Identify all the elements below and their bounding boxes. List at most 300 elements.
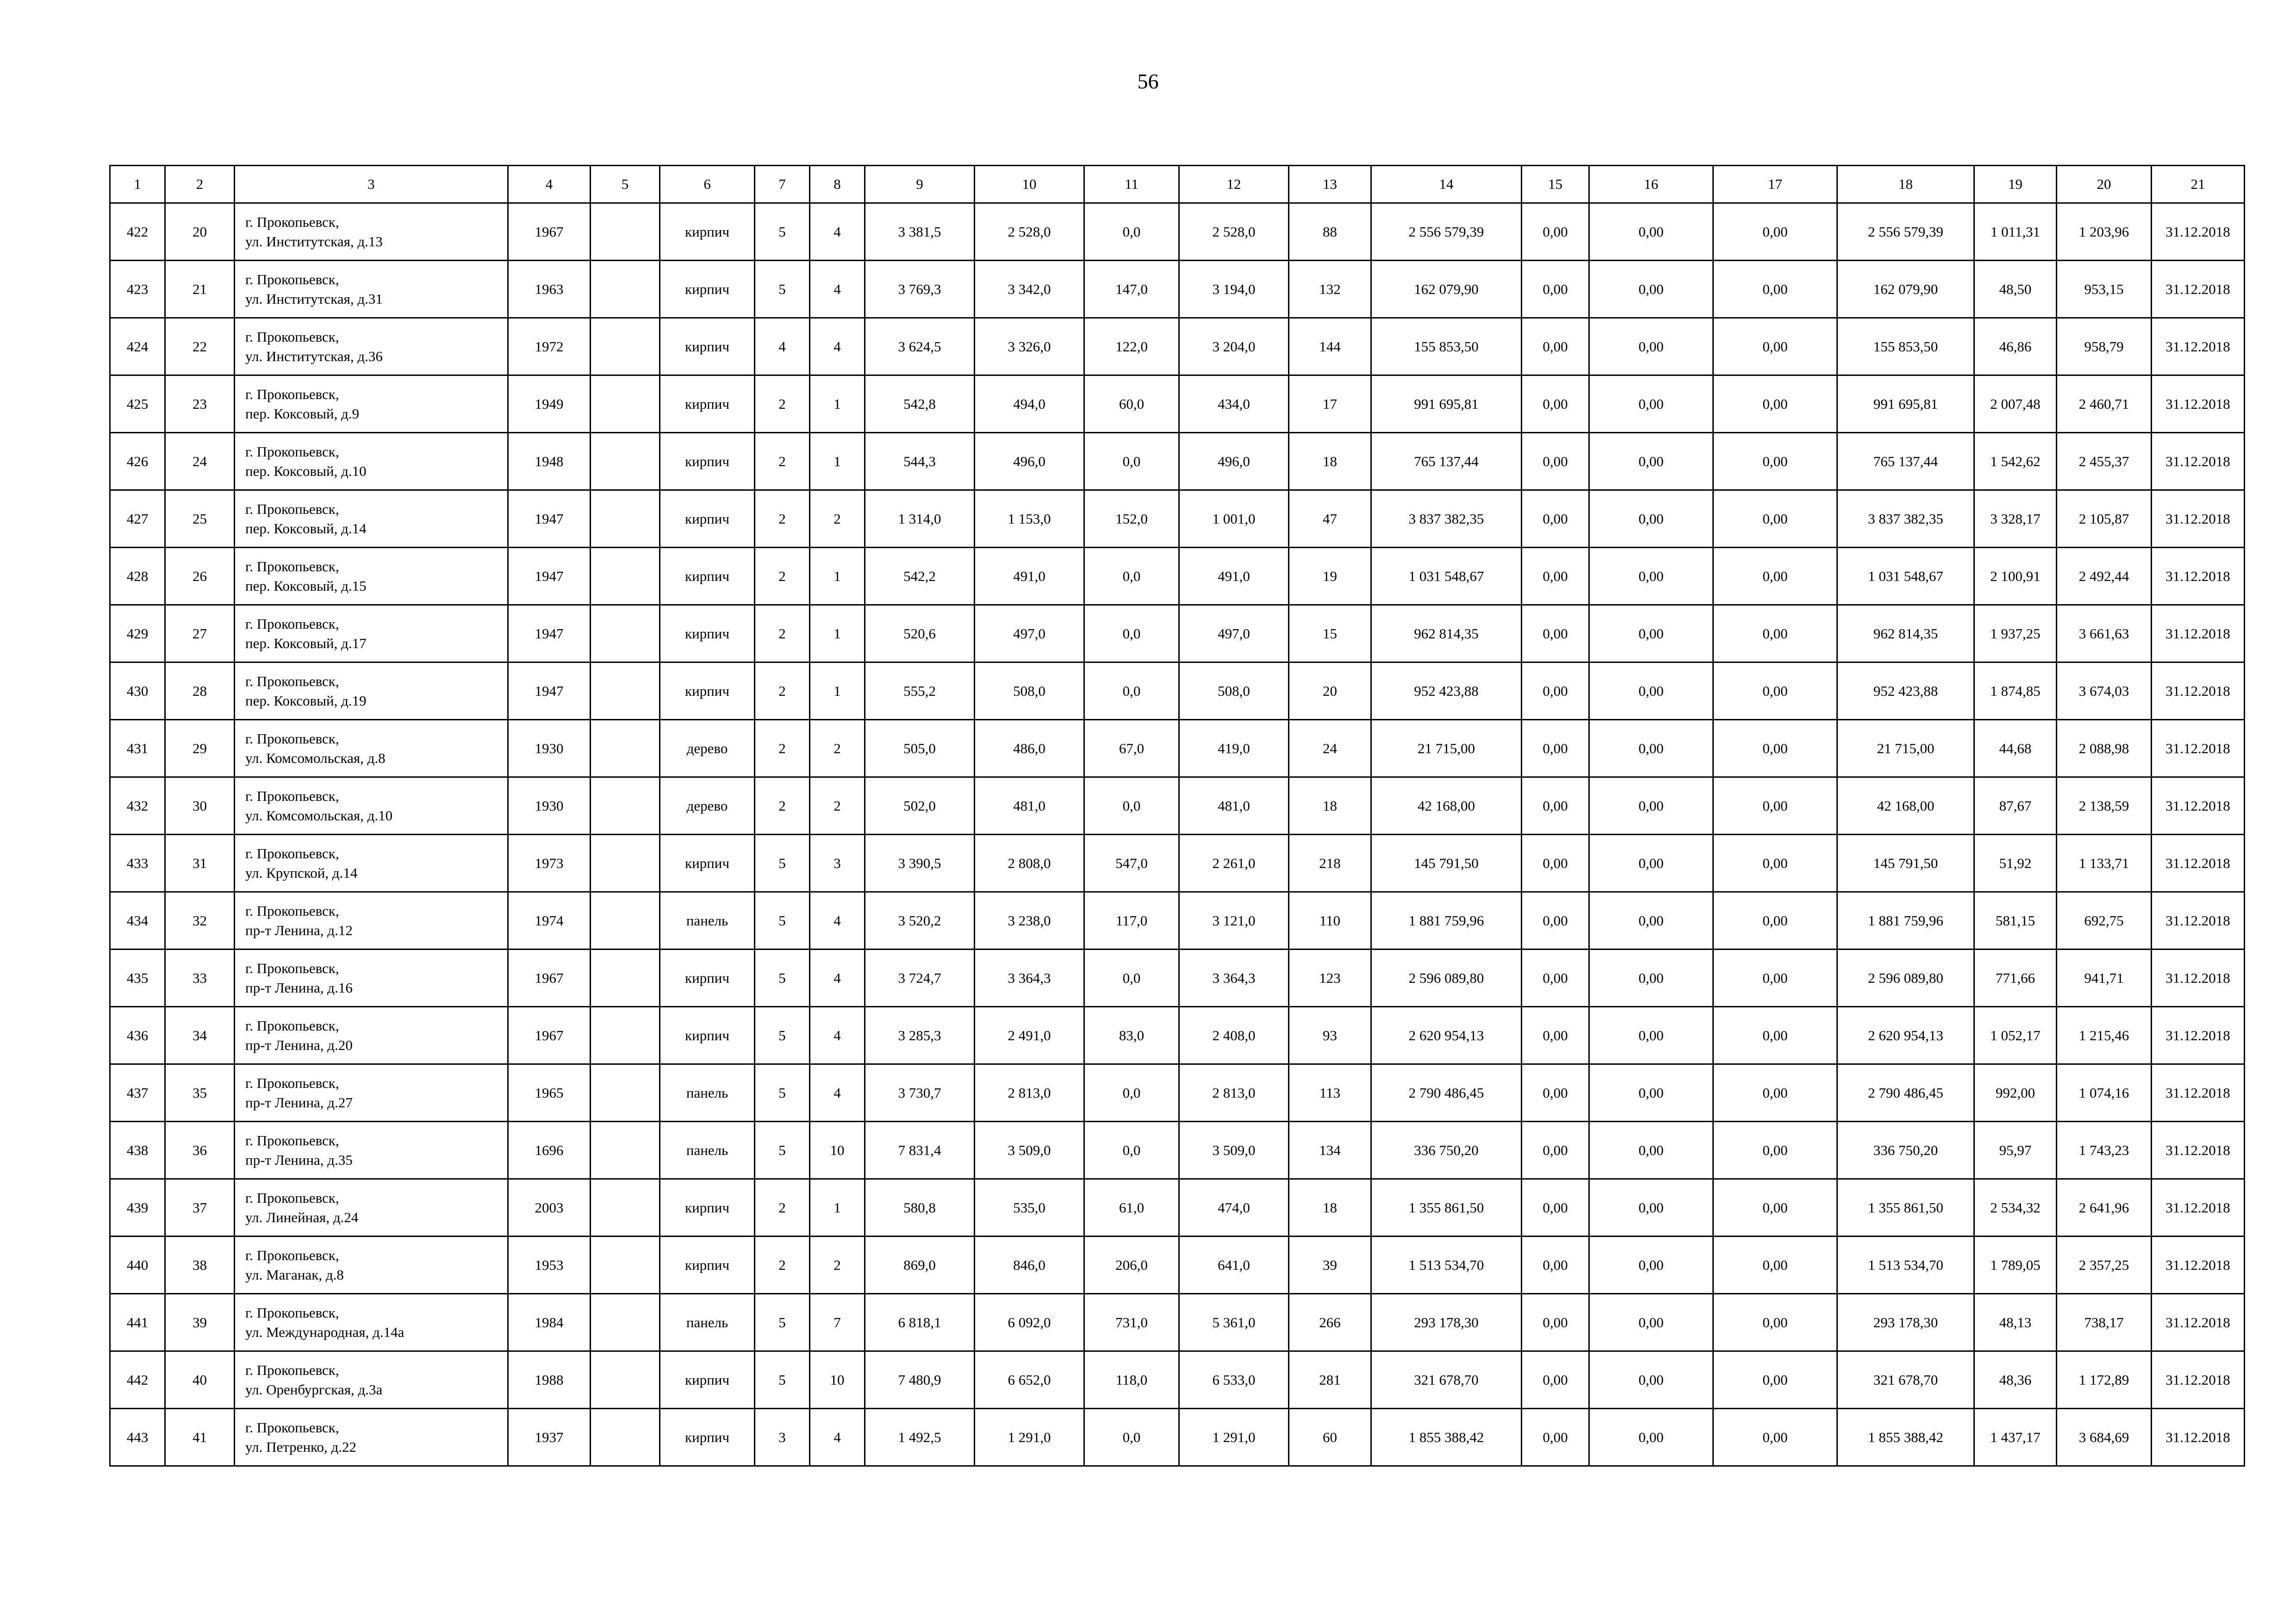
table-cell: 0,00: [1713, 1237, 1837, 1294]
table-cell: 581,15: [1974, 892, 2057, 949]
table-cell: кирпич: [660, 318, 755, 375]
table-row: [110, 949, 2245, 1007]
table-cell: 6 652,0: [975, 1351, 1084, 1409]
table-cell: 2 138,59: [2057, 777, 2152, 835]
table-cell: 2 261,0: [1179, 835, 1289, 892]
table-cell: 3 328,17: [1974, 490, 2057, 548]
table-row: [110, 662, 2245, 720]
address-city: г. Прокопьевск,: [245, 902, 339, 919]
column-header: 12: [1179, 166, 1289, 203]
table-cell: 60,0: [1084, 375, 1179, 433]
table-cell: 2 007,48: [1974, 375, 2057, 433]
table-cell: 0,00: [1522, 203, 1589, 261]
table-cell: 93: [1289, 1007, 1371, 1064]
table-cell: 3 390,5: [865, 835, 975, 892]
table-cell-item-number: 40: [165, 1351, 235, 1409]
table-cell: 2 620 954,13: [1837, 1007, 1974, 1064]
table-cell: 481,0: [975, 777, 1084, 835]
table-cell: 765 137,44: [1371, 433, 1522, 490]
table-cell-item-number: 39: [165, 1294, 235, 1351]
table-cell: 508,0: [1179, 662, 1289, 720]
table-row: [110, 720, 2245, 777]
table-cell-address: [235, 949, 508, 1007]
table-cell: 0,00: [1522, 835, 1589, 892]
table-cell: 0,00: [1589, 1294, 1713, 1351]
table-cell: 1 355 861,50: [1837, 1179, 1974, 1237]
table-cell: 0,00: [1589, 490, 1713, 548]
table-cell: 1930: [508, 720, 591, 777]
table-cell: 2: [810, 720, 865, 777]
table-cell: 17: [1289, 375, 1371, 433]
table-cell: 2: [755, 548, 810, 605]
table-cell-row-number: 432: [110, 777, 165, 835]
table-cell: 2003: [508, 1179, 591, 1237]
table-cell: 419,0: [1179, 720, 1289, 777]
table-cell: 218: [1289, 835, 1371, 892]
table-cell: 0,00: [1522, 261, 1589, 318]
table-cell: 1949: [508, 375, 591, 433]
table-cell: 0,0: [1084, 433, 1179, 490]
table-cell: 2 790 486,45: [1837, 1064, 1974, 1122]
table-cell: [591, 433, 660, 490]
column-header: 2: [165, 166, 235, 203]
table-cell: 31.12.2018: [2152, 261, 2245, 318]
table-cell: 2 100,91: [1974, 548, 2057, 605]
table-cell: 1: [810, 1179, 865, 1237]
table-cell-item-number: 24: [165, 433, 235, 490]
table-cell: 1 011,31: [1974, 203, 2057, 261]
table-cell: 958,79: [2057, 318, 2152, 375]
table-cell: 3 509,0: [975, 1122, 1084, 1179]
table-cell: 2: [810, 777, 865, 835]
table-cell: 6 092,0: [975, 1294, 1084, 1351]
table-cell-row-number: 427: [110, 490, 165, 548]
table-cell: 1965: [508, 1064, 591, 1122]
table-cell: панель: [660, 1064, 755, 1122]
table-cell: 1973: [508, 835, 591, 892]
table-cell-item-number: 23: [165, 375, 235, 433]
address-street: пер. Коксовый, д.17: [245, 635, 367, 651]
table-cell: 5: [755, 1122, 810, 1179]
table-cell: [591, 1409, 660, 1466]
table-cell: дерево: [660, 777, 755, 835]
address-street: пер. Коксовый, д.9: [245, 405, 360, 422]
table-cell: 3 837 382,35: [1371, 490, 1522, 548]
table-cell: 3 121,0: [1179, 892, 1289, 949]
table-cell: кирпич: [660, 1409, 755, 1466]
table-row: [110, 261, 2245, 318]
table-cell-item-number: 26: [165, 548, 235, 605]
table-cell: 941,71: [2057, 949, 2152, 1007]
table-cell: 110: [1289, 892, 1371, 949]
table-cell: 19: [1289, 548, 1371, 605]
table-cell: 0,00: [1713, 1122, 1837, 1179]
column-header: 3: [235, 166, 508, 203]
address-street: пр-т Ленина, д.35: [245, 1151, 353, 1168]
table-cell: [591, 662, 660, 720]
table-cell: 1 031 548,67: [1371, 548, 1522, 605]
table-cell: 0,00: [1713, 720, 1837, 777]
table-cell: 132: [1289, 261, 1371, 318]
table-cell: кирпич: [660, 949, 755, 1007]
table-cell: 31.12.2018: [2152, 1294, 2245, 1351]
table-cell: 0,0: [1084, 777, 1179, 835]
table-cell: 0,00: [1522, 1122, 1589, 1179]
table-cell-item-number: 30: [165, 777, 235, 835]
table-cell-row-number: 426: [110, 433, 165, 490]
table-cell: 1 881 759,96: [1371, 892, 1522, 949]
table-cell-address: [235, 1409, 508, 1466]
table-cell: 535,0: [975, 1179, 1084, 1237]
table-cell: 3 204,0: [1179, 318, 1289, 375]
table-cell: панель: [660, 1122, 755, 1179]
table-cell: 3 238,0: [975, 892, 1084, 949]
table-cell: 1 172,89: [2057, 1351, 2152, 1409]
table-cell: 953,15: [2057, 261, 2152, 318]
table-cell: 2: [755, 375, 810, 433]
table-cell: 5: [755, 1351, 810, 1409]
table-cell: 2: [755, 605, 810, 662]
table-cell-row-number: 435: [110, 949, 165, 1007]
table-cell: 0,00: [1713, 375, 1837, 433]
address-city: г. Прокопьевск,: [245, 787, 339, 804]
column-header: 13: [1289, 166, 1371, 203]
table-cell: 731,0: [1084, 1294, 1179, 1351]
table-cell-address: [235, 375, 508, 433]
table-cell: 846,0: [975, 1237, 1084, 1294]
address-city: г. Прокопьевск,: [245, 443, 339, 460]
table-cell: 952 423,88: [1837, 662, 1974, 720]
table-cell: 10: [810, 1351, 865, 1409]
table-cell: 0,00: [1713, 1351, 1837, 1409]
column-header: 8: [810, 166, 865, 203]
table-cell-item-number: 36: [165, 1122, 235, 1179]
column-header: 15: [1522, 166, 1589, 203]
table-cell: кирпич: [660, 548, 755, 605]
table-cell: 3 837 382,35: [1837, 490, 1974, 548]
table-cell: 1 291,0: [1179, 1409, 1289, 1466]
table-cell: 1947: [508, 548, 591, 605]
table-cell: 0,0: [1084, 203, 1179, 261]
table-cell: 2: [755, 662, 810, 720]
table-cell: 0,00: [1713, 318, 1837, 375]
address-street: пер. Коксовый, д.10: [245, 462, 367, 479]
table-cell: 1 215,46: [2057, 1007, 2152, 1064]
table-cell-address: [235, 490, 508, 548]
table-cell: 0,00: [1589, 777, 1713, 835]
address-street: ул. Комсомольская, д.8: [245, 750, 386, 766]
table-cell-item-number: 21: [165, 261, 235, 318]
table-cell: 266: [1289, 1294, 1371, 1351]
table-cell: 0,00: [1713, 433, 1837, 490]
table-cell: 206,0: [1084, 1237, 1179, 1294]
table-cell-row-number: 436: [110, 1007, 165, 1064]
table-cell: 4: [810, 203, 865, 261]
table-cell-row-number: 442: [110, 1351, 165, 1409]
table-cell: 496,0: [1179, 433, 1289, 490]
table-cell: 1: [810, 375, 865, 433]
table-cell-row-number: 431: [110, 720, 165, 777]
table-cell-row-number: 423: [110, 261, 165, 318]
table-cell: 1967: [508, 1007, 591, 1064]
table-cell: 0,00: [1713, 949, 1837, 1007]
table-cell: 641,0: [1179, 1237, 1289, 1294]
address-street: пер. Коксовый, д.14: [245, 520, 367, 537]
address-street: ул. Институтская, д.13: [245, 233, 383, 250]
table-cell: 0,00: [1589, 892, 1713, 949]
table-cell-item-number: 37: [165, 1179, 235, 1237]
table-cell: 0,00: [1713, 835, 1837, 892]
column-header: 14: [1371, 166, 1522, 203]
table-cell: 0,00: [1522, 1007, 1589, 1064]
table-cell: 2: [810, 490, 865, 548]
table-cell: [591, 318, 660, 375]
table-cell-address: [235, 1237, 508, 1294]
address-city: г. Прокопьевск,: [245, 386, 339, 402]
table-cell: [591, 1237, 660, 1294]
table-cell: 5: [755, 1064, 810, 1122]
table-cell: 0,00: [1522, 1409, 1589, 1466]
table-cell-row-number: 443: [110, 1409, 165, 1466]
table-cell-row-number: 437: [110, 1064, 165, 1122]
table-cell: 31.12.2018: [2152, 1237, 2245, 1294]
address-street: пр-т Ленина, д.20: [245, 1037, 353, 1053]
address-street: ул. Петренко, д.22: [245, 1438, 357, 1455]
table-cell: 0,0: [1084, 1064, 1179, 1122]
table-cell: 3 285,3: [865, 1007, 975, 1064]
table-cell: 4: [810, 261, 865, 318]
table-cell: 0,00: [1713, 203, 1837, 261]
table-cell: 83,0: [1084, 1007, 1179, 1064]
table-cell: дерево: [660, 720, 755, 777]
table-cell: 0,00: [1522, 662, 1589, 720]
table-cell-item-number: 33: [165, 949, 235, 1007]
table-cell: 5: [755, 835, 810, 892]
table-cell: 2 491,0: [975, 1007, 1084, 1064]
table-cell: 505,0: [865, 720, 975, 777]
table-cell: 0,00: [1589, 1237, 1713, 1294]
table-cell: 10: [810, 1122, 865, 1179]
table-cell: 508,0: [975, 662, 1084, 720]
table-cell-address: [235, 720, 508, 777]
table-cell: 155 853,50: [1837, 318, 1974, 375]
table-cell: 321 678,70: [1371, 1351, 1522, 1409]
address-city: г. Прокопьевск,: [245, 558, 339, 575]
table-cell-address: [235, 1294, 508, 1351]
table-cell: 0,00: [1713, 1179, 1837, 1237]
table-cell: 7 831,4: [865, 1122, 975, 1179]
table-cell: [591, 605, 660, 662]
table-cell-address: [235, 1179, 508, 1237]
table-cell: 0,00: [1522, 720, 1589, 777]
table-cell: 1: [810, 662, 865, 720]
table-cell-row-number: 430: [110, 662, 165, 720]
table-cell: 48,13: [1974, 1294, 2057, 1351]
address-street: пер. Коксовый, д.15: [245, 577, 367, 594]
table-cell: 520,6: [865, 605, 975, 662]
table-cell-address: [235, 1007, 508, 1064]
table-cell: 1930: [508, 777, 591, 835]
table-cell: 2 455,37: [2057, 433, 2152, 490]
table-cell: 491,0: [1179, 548, 1289, 605]
table-row: [110, 375, 2245, 433]
table-cell: 31.12.2018: [2152, 949, 2245, 1007]
table-cell: 31.12.2018: [2152, 1409, 2245, 1466]
table-cell: 1967: [508, 949, 591, 1007]
table-cell: 0,00: [1589, 1409, 1713, 1466]
table-cell: 1974: [508, 892, 591, 949]
address-street: ул. Крупской, д.14: [245, 864, 358, 881]
table-cell: 496,0: [975, 433, 1084, 490]
table-cell: 44,68: [1974, 720, 2057, 777]
table-cell: 1 074,16: [2057, 1064, 2152, 1122]
table-cell-row-number: 425: [110, 375, 165, 433]
table-cell: 2 596 089,80: [1837, 949, 1974, 1007]
table-cell: [591, 1007, 660, 1064]
table-cell: 3 661,63: [2057, 605, 2152, 662]
table-cell: 0,00: [1589, 261, 1713, 318]
table-cell: 1947: [508, 662, 591, 720]
table-row: [110, 605, 2245, 662]
address-city: г. Прокопьевск,: [245, 1132, 339, 1149]
table-cell-row-number: 422: [110, 203, 165, 261]
table-cell: [591, 375, 660, 433]
address-city: г. Прокопьевск,: [245, 328, 339, 345]
table-cell: 7 480,9: [865, 1351, 975, 1409]
address-street: пер. Коксовый, д.19: [245, 692, 367, 709]
table-cell-item-number: 22: [165, 318, 235, 375]
table-cell: 434,0: [1179, 375, 1289, 433]
table-cell: кирпич: [660, 1007, 755, 1064]
table-cell: 1 052,17: [1974, 1007, 2057, 1064]
table-cell: 18: [1289, 777, 1371, 835]
table-cell: 991 695,81: [1837, 375, 1974, 433]
table-cell: [591, 1179, 660, 1237]
table-cell: 61,0: [1084, 1179, 1179, 1237]
table-cell: 1: [810, 433, 865, 490]
table-cell: 3 724,7: [865, 949, 975, 1007]
address-city: г. Прокопьевск,: [245, 500, 339, 517]
table-cell: 2 813,0: [975, 1064, 1084, 1122]
table-cell: 2 528,0: [1179, 203, 1289, 261]
table-cell: 0,00: [1713, 1294, 1837, 1351]
column-header: 16: [1589, 166, 1713, 203]
table-cell: [591, 720, 660, 777]
address-street: ул. Маганак, д.8: [245, 1266, 344, 1283]
column-header: 11: [1084, 166, 1179, 203]
table-cell: 3 364,3: [1179, 949, 1289, 1007]
table-cell: 1984: [508, 1294, 591, 1351]
table-cell: 1 314,0: [865, 490, 975, 548]
table-cell: 0,00: [1522, 1179, 1589, 1237]
table-cell: 31.12.2018: [2152, 892, 2245, 949]
address-street: ул. Оренбургская, д.3а: [245, 1381, 383, 1398]
table-cell: 31.12.2018: [2152, 835, 2245, 892]
table-cell: 1972: [508, 318, 591, 375]
table-cell: 3 520,2: [865, 892, 975, 949]
table-cell: 2: [755, 433, 810, 490]
table-row: [110, 203, 2245, 261]
table-cell: 2 790 486,45: [1371, 1064, 1522, 1122]
table-cell: кирпич: [660, 1179, 755, 1237]
table-cell: 486,0: [975, 720, 1084, 777]
table-cell: [591, 892, 660, 949]
table-cell: 0,00: [1589, 720, 1713, 777]
table-cell: 0,00: [1589, 318, 1713, 375]
table-cell: 0,00: [1713, 605, 1837, 662]
table-cell: 87,67: [1974, 777, 2057, 835]
table-cell: 952 423,88: [1371, 662, 1522, 720]
table-cell: 144: [1289, 318, 1371, 375]
table-cell: 491,0: [975, 548, 1084, 605]
table-cell: 962 814,35: [1371, 605, 1522, 662]
table-cell: 1948: [508, 433, 591, 490]
column-header: 20: [2057, 166, 2152, 203]
table-cell: 0,00: [1589, 203, 1713, 261]
table-cell-row-number: 441: [110, 1294, 165, 1351]
table-cell: 31.12.2018: [2152, 777, 2245, 835]
address-street: пр-т Ленина, д.16: [245, 979, 353, 996]
table-cell: 3 364,3: [975, 949, 1084, 1007]
table-cell: 0,00: [1713, 892, 1837, 949]
table-cell: 162 079,90: [1837, 261, 1974, 318]
table-cell: 1 881 759,96: [1837, 892, 1974, 949]
table-cell: 2 556 579,39: [1837, 203, 1974, 261]
table-cell: 0,00: [1522, 892, 1589, 949]
table-cell: 1 001,0: [1179, 490, 1289, 548]
table-cell: 544,3: [865, 433, 975, 490]
column-header: 19: [1974, 166, 2057, 203]
table-cell: 31.12.2018: [2152, 548, 2245, 605]
table-cell: 2 808,0: [975, 835, 1084, 892]
table-cell: 0,00: [1589, 949, 1713, 1007]
table-cell: 123: [1289, 949, 1371, 1007]
table-cell-item-number: 29: [165, 720, 235, 777]
table-row: [110, 318, 2245, 375]
table-cell: 147,0: [1084, 261, 1179, 318]
address-city: г. Прокопьевск,: [245, 1304, 339, 1321]
column-header: 21: [2152, 166, 2245, 203]
table-cell: 0,00: [1589, 1179, 1713, 1237]
table-cell: 134: [1289, 1122, 1371, 1179]
table-cell-item-number: 41: [165, 1409, 235, 1466]
table-cell: 31.12.2018: [2152, 1351, 2245, 1409]
table-cell: 0,00: [1589, 1351, 1713, 1409]
table-cell: 42 168,00: [1371, 777, 1522, 835]
table-cell: 0,0: [1084, 662, 1179, 720]
table-cell-item-number: 20: [165, 203, 235, 261]
table-cell: 39: [1289, 1237, 1371, 1294]
table-cell: 0,00: [1713, 490, 1837, 548]
table-cell: 1988: [508, 1351, 591, 1409]
table-cell: 5: [755, 892, 810, 949]
table-cell: [591, 203, 660, 261]
table-cell: 4: [810, 1007, 865, 1064]
table-cell: кирпич: [660, 203, 755, 261]
table-cell: 0,00: [1522, 1351, 1589, 1409]
table-cell: 0,00: [1522, 490, 1589, 548]
table-cell: 51,92: [1974, 835, 2057, 892]
table-cell: 5: [755, 203, 810, 261]
table-cell: 0,00: [1589, 605, 1713, 662]
table-cell: 24: [1289, 720, 1371, 777]
column-header: 9: [865, 166, 975, 203]
table-cell: 48,36: [1974, 1351, 2057, 1409]
address-street: ул. Институтская, д.31: [245, 290, 383, 307]
table-cell-item-number: 27: [165, 605, 235, 662]
address-city: г. Прокопьевск,: [245, 1362, 339, 1378]
table-cell: 3: [810, 835, 865, 892]
